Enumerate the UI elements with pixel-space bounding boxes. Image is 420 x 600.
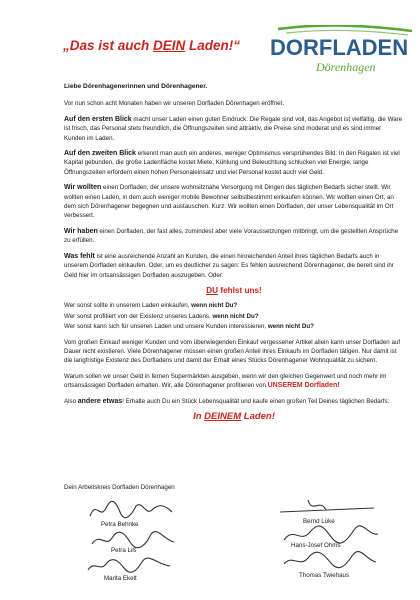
paragraph-supermarket <box>64 372 404 391</box>
letter-body <box>64 78 404 427</box>
text-second-glance: erkennt man auch ein anderes, weniger Optimismus versprühendes Bild: In den Regalen ist viel Kapital gebunden, die große Ladenfläche kostet Miete, Kühlung und Beleuchtung schlucken viel Energie, lange Öffnungszeiten erfordern einen hohen Personaleinsatz und viel Personal kostet auch viel Geld. <box>64 150 400 176</box>
signature-scribble-icon <box>84 556 174 576</box>
unserem-dorfladen: UNSEREM Dorfladen! <box>267 382 340 390</box>
slogan-before: In <box>193 410 205 422</box>
du-underlined: DU <box>206 285 219 295</box>
paragraph-existence: Vom großen Einkauf weniger Kunden und vom überwiegenden Einkauf vergessener Artikel allein kann unser Dorfladen auf Dauer nicht existieren. Viele Dörenhagener müssen einen großen Anteil ihres Einkaufs im Dorfladen tätigen. Nur damit ist die langfristige Existenz des Dorfladens und damit der Erhalt eines Stücks Dörenhagener Wohnqualität zu sichern. <box>64 338 401 365</box>
paragraph-second-glance <box>64 149 404 177</box>
signatory-name: Thomas Twiehaus <box>299 572 350 579</box>
logo-sub-text: Dörenhagen <box>316 60 376 74</box>
paragraph-first-glance <box>64 115 404 143</box>
paragraph-missing <box>64 252 404 280</box>
change-bold: andere etwas <box>77 397 123 405</box>
question-text: Wer sonst kann sich für unseren Laden und unsere Kunden interessieren, <box>64 323 268 331</box>
headline <box>63 38 273 53</box>
text-wanted: einen Dorfladen, der unsere wohnsitznahe Versorgung mit Dingen des täglichen Bedarfs sicher stellt. Wir wollten einen Laden, in dem auch weniger mobile Bewohner selbstbestimmt einkaufen können. Wir wollten einen Ort, an dem sich Dörenhagener begegnen und austauschen. Kurz: Wir wollten einen Dorfladen, der unser Lebensqualität im Ort verbessert. <box>64 184 394 220</box>
question-text: Wer sonst profitiert von der Existenz unseres Ladens, <box>64 312 213 320</box>
lead-missing: Was fehlt <box>64 252 95 260</box>
question-bold: wenn nicht Du? <box>191 302 238 310</box>
text-missing: ist eine ausreichende Anzahl an Kunden, die einen hinreichenden Anteil ihres täglichen Bedarfs auch in unserem Dorfladen einkaufen. Oder, um es deutlicher zu sagen: Es fehlen ausreichend Dörenhagener, die bereit sind ihr Geld hier im ortsansässigen Dorfladen auszugeben. Oder: <box>64 252 394 279</box>
logo-graphic <box>266 25 416 85</box>
signatory-name: Bernd Lüke <box>303 518 335 525</box>
slogan-underlined: DEINEM <box>204 410 242 422</box>
signatory-name: Hans-Josef Ohms <box>291 542 341 549</box>
du-fehlst-uns-line <box>64 286 404 295</box>
paragraph-wanted <box>64 183 404 221</box>
dorfladen-logo <box>266 25 416 85</box>
signature-scribble-icon <box>86 498 176 522</box>
question-bold: wenn nicht Du? <box>267 323 314 331</box>
slogan-after: Laden! <box>241 410 275 422</box>
change-text: ! Erhalte auch Du ein Stück Lebensqualität und kaufe einen großen Teil Deines täglichen Bedarfs: <box>122 397 390 405</box>
intro-paragraph: Vor nun schon acht Monaten haben wir unseren Dorfladen Dörenhagen eröffnet. <box>64 100 285 108</box>
question-text: Wer sonst sollte in unserem Laden einkaufen, <box>64 302 192 310</box>
lead-wanted: Wir wollten <box>64 184 102 192</box>
signatory-name: Marita Ekelt <box>104 575 137 582</box>
headline-underlined: DEIN <box>153 38 186 53</box>
signatory-name: Petra Behnke <box>101 521 139 528</box>
logo-main-text: DORFLADEN <box>270 35 409 60</box>
signature-scribble-icon <box>280 550 380 572</box>
slogan <box>64 412 404 421</box>
question-bold: wenn nicht Du? <box>212 312 259 320</box>
question-line <box>64 301 404 310</box>
lead-have: Wir haben <box>64 227 98 235</box>
lead-second-glance: Auf den zweiten Blick <box>64 150 136 158</box>
text-first-glance: macht unser Laden einen guten Eindruck: Die Regale sind voll, das Angebot ist vielfältig, die Ware ist frisch, das Personal stets freundlich, die Öffnungszeiten sind attraktiv, die Preise sind moderat und es sind immer Kunden im Laden. <box>64 115 403 142</box>
change-lead: Also <box>64 397 78 405</box>
lead-first-glance: Auf den ersten Blick <box>64 115 132 123</box>
signature-scribble-icon <box>278 496 378 518</box>
headline-before: „Das ist auch <box>63 38 154 53</box>
paragraph-change <box>64 397 404 406</box>
question-line <box>64 312 404 321</box>
salutation: Liebe Dörenhagenerinnen und Dörenhagener. <box>64 83 208 90</box>
paragraph-have <box>64 227 404 246</box>
signatory-name: Petra Liß <box>111 547 137 554</box>
headline-after: Laden!“ <box>185 38 241 53</box>
text-have: einen Dorfladen, der fast alles, zumindest aber viele Voraussetzungen mitbringt, um die gestellten Ansprüche zu erfüllen. <box>64 227 399 245</box>
du-after: fehlst uns! <box>218 285 262 295</box>
signature-scribble-icon <box>280 524 380 546</box>
question-block <box>64 301 404 331</box>
supermarket-text: Warum sollen wir unser Geld in fernen Supermärkten ausgeben, wenn wir den gleichen Gegenwert und noch mehr im ortsansässigen Dorfladen erhalten. Wir, alle Dörenhagener profitieren von <box>64 372 387 390</box>
signature-scribble-icon <box>88 530 178 550</box>
question-line <box>64 322 404 331</box>
arbeitskreis-closing: Dein Arbeitskreis Dorfladen Dörenhagen <box>64 484 175 491</box>
